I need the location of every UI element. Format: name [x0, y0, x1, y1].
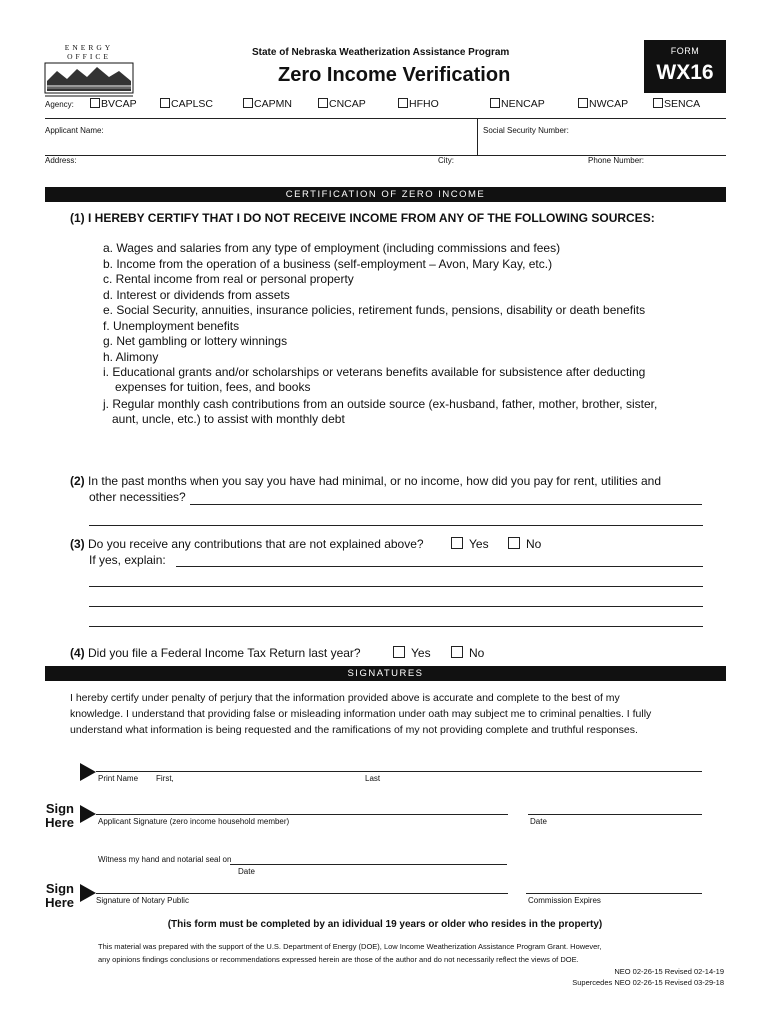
phone-label: Phone Number: — [588, 156, 645, 165]
statement-line: understand what information is being requested and the ramifications of my not providing complete and truthful responses. — [70, 724, 638, 736]
divider — [477, 118, 478, 156]
agency-label: Agency: — [45, 100, 74, 109]
answer-line[interactable] — [89, 626, 703, 627]
certification-statement — [70, 690, 651, 738]
question-number: (2) — [70, 474, 85, 488]
sign-word: Sign — [45, 801, 74, 816]
checkbox-icon — [451, 646, 463, 658]
answer-line[interactable] — [89, 586, 703, 587]
city-field[interactable] — [438, 157, 583, 185]
question-4 — [70, 646, 361, 660]
list-item: b. Income from the operation of a business (self-employment – Avon, Mary Kay, etc.) — [103, 257, 553, 271]
answer-line[interactable] — [89, 525, 703, 526]
agency-option-label: CNCAP — [329, 98, 366, 110]
agency-option-label: SENCA — [664, 98, 701, 110]
applicant-signature-label: Applicant Signature (zero income household member) — [98, 817, 290, 826]
notary-signature-label: Signature of Notary Public — [96, 896, 189, 905]
signatures-section-header: SIGNATURES — [45, 666, 726, 681]
doe-disclaimer-line: This material was prepared with the support of the U.S. Department of Energy (DOE), Low Income Weatherization Assistance Program Grant. However, — [98, 942, 602, 951]
checkbox-icon — [508, 537, 520, 549]
supersedes-note: Supercedes NEO 02-26-15 Revised 03-29-18 — [572, 978, 724, 987]
phone-field[interactable] — [588, 157, 726, 185]
no-label: No — [526, 537, 542, 551]
form-label: FORM — [670, 46, 700, 56]
ssn-label: Social Security Number: — [483, 126, 569, 135]
yes-label: Yes — [469, 537, 489, 551]
answer-line[interactable] — [190, 504, 702, 505]
logo-graphic — [43, 61, 135, 99]
agency-option-bvcap[interactable] — [90, 98, 137, 110]
agency-option-label: CAPMN — [254, 98, 292, 110]
agency-option-label: CAPLSC — [171, 98, 214, 110]
list-item: e. Social Security, annuities, insurance policies, retirement funds, pensions, disability or death benefits — [103, 303, 646, 317]
q3-yes-checkbox[interactable] — [451, 537, 489, 551]
list-item: i. Educational grants and/or scholarships or veterans benefits available for subsistence after deducting — [103, 365, 646, 379]
list-item: h. Alimony — [103, 350, 159, 364]
agency-option-label: BVCAP — [101, 98, 137, 110]
last-name-label: Last — [365, 774, 381, 783]
answer-line[interactable] — [89, 606, 703, 607]
sign-here-label — [34, 802, 74, 830]
list-item: j. Regular monthly cash contributions from an outside source (ex-husband, father, mother, brother, sister, — [103, 397, 658, 411]
age-requirement-note: (This form must be completed by an idividual 19 years or older who resides in the property) — [167, 919, 603, 930]
yes-label: Yes — [411, 646, 431, 660]
commission-expires-label: Commission Expires — [528, 896, 601, 905]
witness-date-label: Date — [238, 867, 255, 876]
agency-option-capmn[interactable] — [243, 98, 292, 110]
list-item: expenses for tuition, fees, and books — [115, 380, 311, 394]
ssn-field[interactable] — [480, 120, 726, 154]
answer-line[interactable] — [176, 566, 703, 567]
checkbox-icon — [243, 98, 253, 108]
checkbox-icon — [451, 537, 463, 549]
agency-option-label: NENCAP — [501, 98, 545, 110]
applicant-signature-line[interactable] — [96, 814, 508, 815]
first-name-label: First, — [156, 774, 174, 783]
energy-office-logo — [43, 43, 135, 91]
agency-option-caplsc[interactable] — [160, 98, 213, 110]
checkbox-icon — [578, 98, 588, 108]
agency-option-label: HFHO — [409, 98, 439, 110]
question-3-text: Do you receive any contributions that are not explained above? — [88, 537, 424, 551]
list-item: aunt, uncle, etc.) to assist with monthly debt — [112, 412, 345, 426]
here-word: Here — [45, 895, 74, 910]
no-label: No — [469, 646, 485, 660]
applicant-name-label: Applicant Name: — [45, 126, 104, 135]
certification-heading: (1) I HEREBY CERTIFY THAT I DO NOT RECEIVE INCOME FROM ANY OF THE FOLLOWING SOURCES: — [70, 211, 655, 225]
q3-no-checkbox[interactable] — [508, 537, 541, 551]
here-word: Here — [45, 815, 74, 830]
agency-option-cncap[interactable] — [318, 98, 366, 110]
sign-word: Sign — [45, 881, 74, 896]
question-2-text: In the past months when you say you have had minimal, or no income, how did you pay for rent, utilities and — [88, 474, 661, 488]
question-number: (4) — [70, 646, 85, 660]
logo-text: ENERGY OFFICE — [64, 43, 114, 61]
agency-option-label: NWCAP — [589, 98, 629, 110]
list-item: f. Unemployment benefits — [103, 319, 240, 333]
checkbox-icon — [160, 98, 170, 108]
list-item: d. Interest or dividends from assets — [103, 288, 290, 302]
question-2 — [70, 474, 661, 488]
form-title: Zero Income Verification — [278, 64, 511, 86]
statement-line: knowledge. I understand that providing false or misleading information under oath may subject me to criminal penalties. I fully — [70, 708, 652, 720]
print-name-line[interactable] — [96, 771, 702, 772]
q4-no-checkbox[interactable] — [451, 646, 484, 660]
applicant-name-field[interactable] — [45, 120, 475, 154]
program-name: State of Nebraska Weatherization Assistance Program — [252, 47, 510, 58]
list-item: g. Net gambling or lottery winnings — [103, 334, 288, 348]
explain-label: If yes, explain: — [89, 553, 166, 567]
question-4-text: Did you file a Federal Income Tax Return last year? — [88, 646, 361, 660]
agency-option-nencap[interactable] — [490, 98, 545, 110]
agency-option-senca[interactable] — [653, 98, 700, 110]
checkbox-icon — [653, 98, 663, 108]
checkbox-icon — [318, 98, 328, 108]
checkbox-icon — [398, 98, 408, 108]
address-label: Address: — [45, 156, 77, 165]
list-item: c. Rental income from real or personal property — [103, 272, 354, 286]
agency-option-nwcap[interactable] — [578, 98, 628, 110]
city-label: City: — [438, 156, 454, 165]
form-number-box — [644, 40, 726, 93]
certification-section-header: CERTIFICATION OF ZERO INCOME — [45, 187, 726, 202]
arrow-right-icon — [80, 805, 96, 823]
statement-line: I hereby certify under penalty of perjury that the information provided above is accurate and complete to the best of my — [70, 692, 620, 704]
sign-here-label — [34, 882, 74, 910]
checkbox-icon — [393, 646, 405, 658]
doe-disclaimer-line: any opinions findings conclusions or recommendations expressed herein are those of the author and do not necessarily reflect the views of DOE. — [98, 955, 579, 964]
agency-option-hfho[interactable] — [398, 98, 439, 110]
question-number: (3) — [70, 537, 85, 551]
form-number: WX16 — [656, 61, 714, 84]
address-field[interactable] — [45, 157, 435, 185]
q4-yes-checkbox[interactable] — [393, 646, 431, 660]
notary-signature-line[interactable] — [96, 893, 508, 894]
checkbox-icon — [90, 98, 100, 108]
list-item: a. Wages and salaries from any type of employment (including commissions and fees) — [103, 241, 561, 255]
checkbox-icon — [490, 98, 500, 108]
date-label: Date — [530, 817, 547, 826]
arrow-right-icon — [80, 884, 96, 902]
print-name-label: Print Name — [98, 774, 139, 783]
question-2-text-cont: other necessities? — [89, 490, 186, 504]
witness-label: Witness my hand and notarial seal on — [98, 855, 232, 864]
revision-note: NEO 02-26-15 Revised 02-14-19 — [614, 967, 724, 976]
arrow-right-icon — [80, 763, 96, 781]
question-3 — [70, 537, 424, 551]
applicant-date-line[interactable] — [528, 814, 702, 815]
divider — [45, 118, 726, 119]
witness-date-line[interactable] — [230, 864, 507, 865]
commission-expires-line[interactable] — [526, 893, 702, 894]
